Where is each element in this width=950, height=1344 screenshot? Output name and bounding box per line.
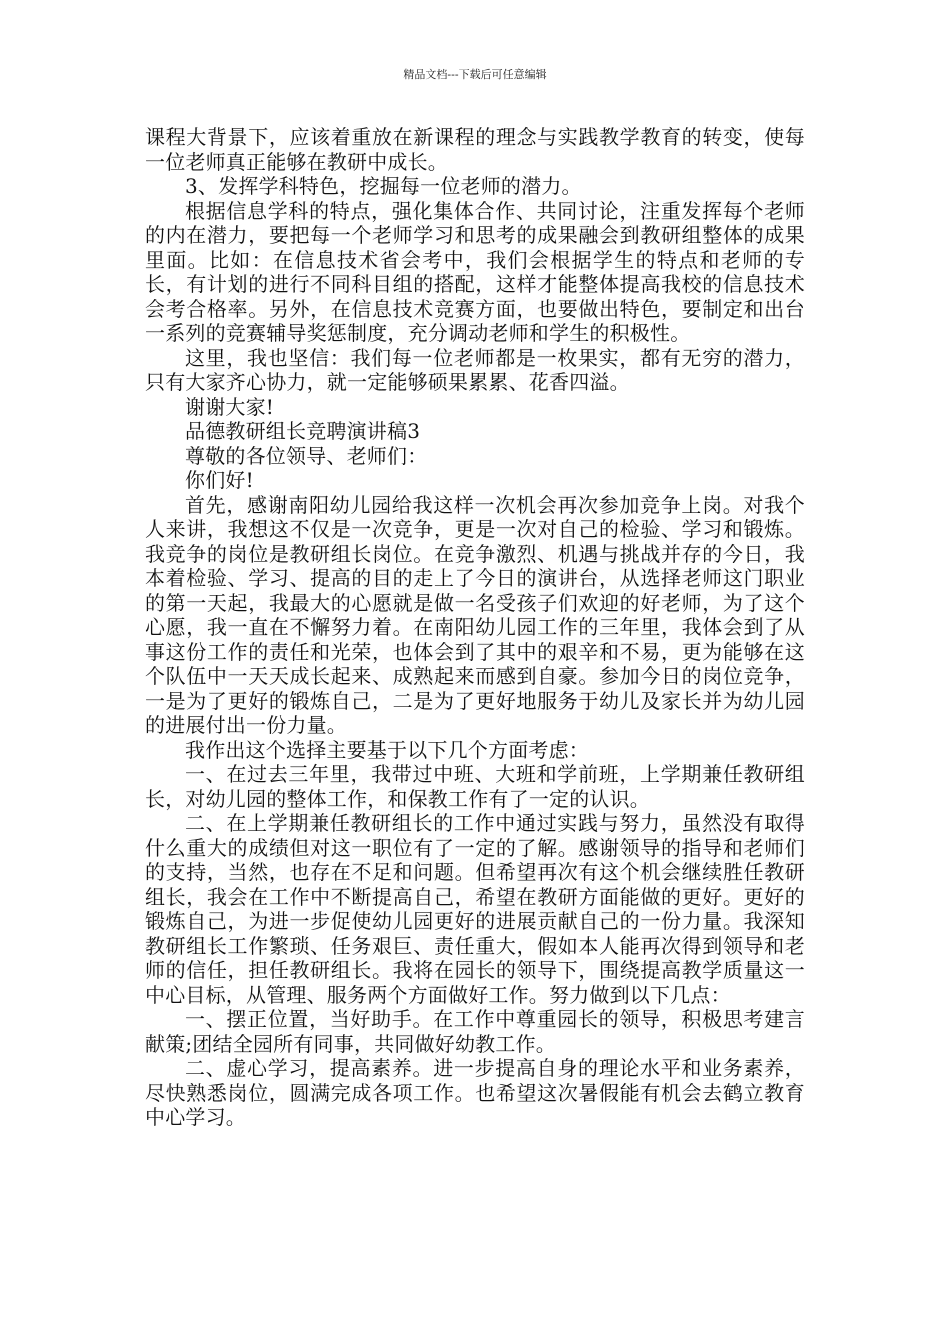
- paragraph: 一、摆正位置，当好助手。在工作中尊重园长的领导，积极思考建言献策;团结全园所有同事，共同做好幼教工作。: [145, 1007, 805, 1056]
- paragraph: 根据信息学科的特点，强化集体合作、共同讨论，注重发挥每个老师的内在潜力，要把每一个老师学习和思考的成果融会到教研组整体的成果里面。比如：在信息技术省会考中，我们会根据学生的特点和老师的专长，有计划的进行不同科目组的搭配，这样才能整体提高我校的信息技术会考合格率。另外，在信息技术竞赛方面，也要做出特色，要制定和出台一系列的竞赛辅导奖惩制度，充分调动老师和学生的积极性。: [145, 198, 805, 345]
- paragraph: 我作出这个选择主要基于以下几个方面考虑：: [185, 737, 589, 762]
- paragraph: 课程大背景下，应该着重放在新课程的理念与实践教学教育的转变，使每一位老师真正能够在教研中成长。: [145, 125, 805, 174]
- paragraph: 一、在过去三年里，我带过中班、大班和学前班，上学期兼任教研组长，对幼儿园的整体工作，和保教工作有了一定的认识。: [145, 762, 805, 811]
- paragraph: 首先，感谢南阳幼儿园给我这样一次机会再次参加竞争上岗。对我个人来讲，我想这不仅是一次竞争，更是一次对自己的检验、学习和锻炼。我竞争的岗位是教研组长岗位。在竞争激烈、机遇与挑战并存的今日，我本着检验、学习、提高的目的走上了今日的演讲台，从选择老师这门职业的第一天起，我最大的心愿就是做一名受孩子们欢迎的好老师，为了这个心愿，我一直在不懈努力着。在南阳幼儿园工作的三年里，我体会到了从事这份工作的责任和光荣，也体会到了其中的艰辛和不易，更为能够在这个队伍中一天天成长起来、成熟起来而感到自豪。参加今日的岗位竞争，一是为了更好的锻炼自己，二是为了更好地服务于幼儿及家长并为幼儿园的进展付出一份力量。: [145, 492, 805, 737]
- section-title: 品德教研组长竞聘演讲稿3: [185, 419, 421, 443]
- paragraph: 谢谢大家!: [185, 394, 275, 419]
- page-header: 精品文档---下载后可任意编辑: [403, 68, 547, 81]
- salutation: 尊敬的各位领导、老师们：: [185, 443, 428, 468]
- paragraph: 二、在上学期兼任教研组长的工作中通过实践与努力，虽然没有取得什么重大的成绩但对这一职位有了一定的了解。感谢领导的指导和老师们的支持，当然，也存在不足和问题。但希望再次有这个机会继续胜任教研组长，我会在工作中不断提高自己，希望在教研方面能做的更好。更好的锻炼自己，为进一步促使幼儿园更好的进展贡献自己的一份力量。我深知教研组长工作繁琐、任务艰巨、责任重大，假如本人能再次得到领导和老师的信任，担任教研组长。我将在园长的领导下，围绕提高教学质量这一中心目标，从管理、服务两个方面做好工作。努力做到以下几点：: [145, 811, 805, 1007]
- greeting: 你们好!: [185, 468, 254, 492]
- paragraph: 二、虚心学习，提高素养。进一步提高自身的理论水平和业务素养，尽快熟悉岗位，圆满完成各项工作。也希望这次暑假能有机会去鹤立教育中心学习。: [145, 1056, 805, 1129]
- paragraph: 3、发挥学科特色，挖掘每一位老师的潜力。: [185, 174, 582, 198]
- paragraph: 这里，我也坚信：我们每一位老师都是一枚果实，都有无穷的潜力，只有大家齐心协力，就一定能够硕果累累、花香四溢。: [145, 345, 805, 394]
- document-body: [145, 125, 805, 1130]
